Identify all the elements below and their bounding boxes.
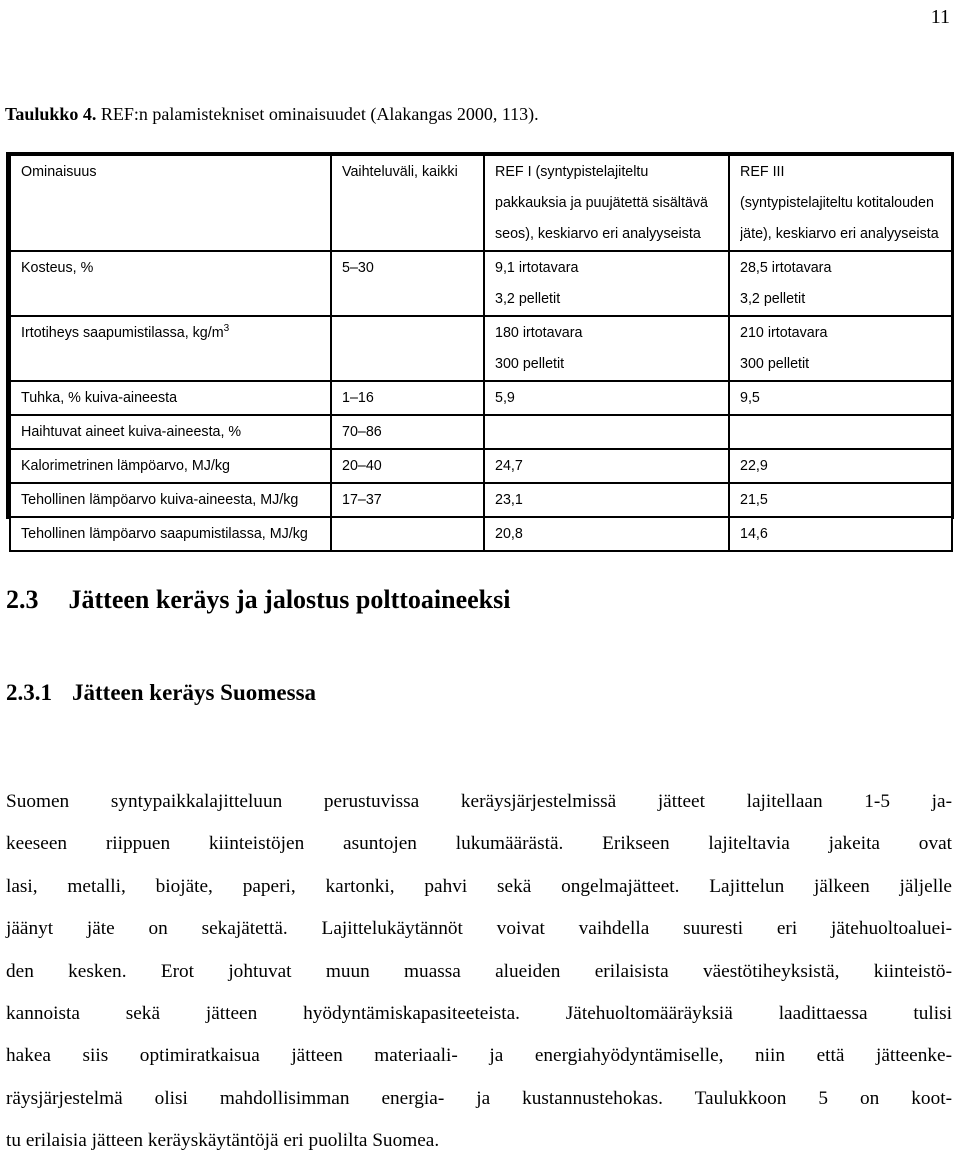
paragraph-line: lasi, metalli, biojäte, paperi, kartonki, pahvi sekä ongelmajätteet. Lajittelun jälkeen jäljelle	[6, 875, 952, 897]
cell-property	[10, 415, 331, 449]
cell-ref1	[484, 251, 729, 316]
header-cell-property-text: Ominaisuus	[21, 164, 97, 180]
cell-property-text: Tehollinen lämpöarvo kuiva-aineesta, MJ/kg	[21, 492, 299, 508]
header-cell-ref3-text: jäte), keskiarvo eri analyyseista	[740, 226, 939, 242]
cell-ref3	[729, 483, 952, 517]
cell-range	[331, 415, 484, 449]
cell-ref1-line	[495, 253, 728, 284]
cell-ref3-line	[740, 485, 951, 516]
cell-range-text: 1–16	[342, 390, 374, 406]
cell-property-text: Irtotiheys saapumistilassa, kg/m	[21, 325, 224, 341]
cell-property-line	[21, 318, 330, 349]
header-cell-ref1	[484, 155, 729, 251]
header-cell-ref3	[729, 155, 952, 251]
cell-property-line	[21, 383, 330, 414]
header-cell-ref3-text: REF III	[740, 164, 785, 180]
cell-ref1	[484, 316, 729, 381]
cell-ref1	[484, 449, 729, 483]
cell-ref1	[484, 415, 729, 449]
cell-property	[10, 251, 331, 316]
cell-ref3	[729, 381, 952, 415]
header-cell-ref1-line	[495, 188, 728, 219]
cell-ref1-text: 23,1	[495, 492, 523, 508]
table-caption	[5, 104, 539, 125]
cell-property-text: Kalorimetrinen lämpöarvo, MJ/kg	[21, 458, 230, 474]
header-cell-ref1-text: pakkauksia ja puujätettä sisältävä	[495, 195, 708, 211]
header-cell-property-line	[21, 157, 330, 188]
cell-range-line	[342, 519, 483, 550]
cell-property-line	[21, 417, 330, 448]
paragraph-line: räysjärjestelmä olisi mahdollisimman energia- ja kustannustehokas. Taulukkoon 5 on koot-	[6, 1087, 952, 1109]
paragraph-line: Suomen syntypaikkalajitteluun perustuvissa keräysjärjestelmissä jätteet lajitellaan 1-5 ja-	[6, 791, 952, 812]
cell-property	[10, 381, 331, 415]
cell-property	[10, 316, 331, 381]
cell-range-line	[342, 253, 483, 284]
cell-range	[331, 381, 484, 415]
cell-ref1-text: 180 irtotavara	[495, 325, 583, 341]
header-cell-ref3-line	[740, 219, 951, 250]
cell-ref3-line	[740, 349, 951, 380]
cell-property	[10, 483, 331, 517]
cell-ref3-text: 210 irtotavara	[740, 325, 828, 341]
cell-ref3	[729, 517, 952, 551]
cell-ref1-line	[495, 383, 728, 414]
section-title: Jätteen keräys ja jalostus polttoaineeksi	[68, 585, 511, 614]
cell-ref1-line	[495, 519, 728, 550]
cell-ref1-line	[495, 417, 728, 448]
header-cell-range	[331, 155, 484, 251]
cell-ref1-line	[495, 284, 728, 315]
cell-range-line	[342, 417, 483, 448]
paragraph-line: kannoista sekä jätteen hyödyntämiskapasiteeteista. Jätehuoltomääräyksiä laadittaessa tulisi	[6, 1002, 952, 1024]
table-caption-text: REF:n palamistekniset ominaisuudet (Alakangas 2000, 113).	[100, 104, 539, 124]
cell-property-text: Tehollinen lämpöarvo saapumistilassa, MJ/kg	[21, 526, 308, 542]
unit-superscript: 3	[223, 323, 230, 335]
section-number: 2.3	[6, 585, 39, 614]
paragraph-line: hakea siis optimiratkaisua jätteen materiaali- ja energiahyödyntämiselle, niin että jätteenke-	[6, 1045, 952, 1067]
cell-ref3-line	[740, 383, 951, 414]
cell-ref3-text: 14,6	[740, 526, 768, 542]
cell-ref3-line	[740, 519, 951, 550]
table-row	[10, 449, 952, 483]
cell-range-line	[342, 485, 483, 516]
header-cell-range-line	[342, 157, 483, 188]
subsection-heading	[6, 680, 316, 706]
header-cell-range-text: Vaihteluväli, kaikki	[342, 164, 458, 180]
cell-range	[331, 449, 484, 483]
cell-ref3	[729, 415, 952, 449]
cell-ref3-line	[740, 253, 951, 284]
cell-property-line	[21, 519, 330, 550]
table-row	[10, 415, 952, 449]
table-row	[10, 517, 952, 551]
cell-ref3-line	[740, 318, 951, 349]
header-cell-ref3-line	[740, 157, 951, 188]
cell-ref3-line	[740, 284, 951, 315]
cell-ref3-text: 3,2 pelletit	[740, 291, 806, 307]
cell-range-line	[342, 383, 483, 414]
header-cell-property	[10, 155, 331, 251]
table-caption-label: Taulukko 4.	[5, 104, 97, 124]
cell-ref1	[484, 483, 729, 517]
cell-ref3-line	[740, 417, 951, 448]
cell-ref1-text: 3,2 pelletit	[495, 291, 561, 307]
table-header-row	[10, 155, 952, 251]
cell-property-text: Tuhka, % kuiva-aineesta	[21, 390, 178, 406]
cell-property	[10, 449, 331, 483]
cell-ref1-line	[495, 349, 728, 380]
subsection-title: Jätteen keräys Suomessa	[72, 680, 317, 705]
page-number: 11	[930, 6, 950, 28]
cell-range-text: 20–40	[342, 458, 382, 474]
cell-ref1-text: 300 pelletit	[495, 356, 565, 372]
cell-ref1-line	[495, 451, 728, 482]
cell-ref1-line	[495, 485, 728, 516]
cell-range	[331, 483, 484, 517]
cell-ref1	[484, 381, 729, 415]
cell-ref3-line	[740, 451, 951, 482]
paragraph-line: tu erilaisia jätteen keräyskäytäntöjä eri puolilta Suomea.	[6, 1130, 440, 1152]
properties-table-frame	[6, 152, 954, 542]
paragraph-line: jäänyt jäte on sekajätettä. Lajittelukäytännöt voivat vaihdella suuresti eri jätehuoltoaluei-	[6, 918, 952, 940]
header-cell-ref3-text: (syntypistelajiteltu kotitalouden	[740, 195, 934, 211]
cell-range-text: 70–86	[342, 424, 382, 440]
cell-ref1-text: 24,7	[495, 458, 523, 474]
cell-range	[331, 316, 484, 381]
cell-range	[331, 251, 484, 316]
cell-property-line	[21, 451, 330, 482]
header-cell-ref1-text: REF I (syntypistelajiteltu	[495, 164, 649, 180]
table-row	[10, 381, 952, 415]
cell-ref3	[729, 316, 952, 381]
header-cell-ref1-text: seos), keskiarvo eri analyyseista	[495, 226, 701, 242]
paragraph-line: den kesken. Erot johtuvat muun muassa alueiden erilaisista väestötiheyksistä, kiinteistö-	[6, 960, 952, 982]
cell-property-text: Haihtuvat aineet kuiva-aineesta, %	[21, 424, 242, 440]
cell-ref3	[729, 251, 952, 316]
cell-range-line	[342, 318, 483, 349]
cell-ref3-text: 9,5	[740, 390, 760, 406]
cell-range	[331, 517, 484, 551]
cell-range-line	[342, 451, 483, 482]
header-cell-ref3-line	[740, 188, 951, 219]
section-heading	[6, 585, 510, 615]
cell-range-text: 5–30	[342, 260, 374, 276]
cell-property-line	[21, 253, 330, 284]
cell-ref1-line	[495, 318, 728, 349]
body-paragraph	[6, 781, 952, 1163]
cell-property-text: Kosteus, %	[21, 260, 94, 276]
cell-ref1-text: 5,9	[495, 390, 515, 406]
cell-ref3-text: 28,5 irtotavara	[740, 260, 832, 276]
header-cell-ref1-line	[495, 219, 728, 250]
table-row	[10, 483, 952, 517]
cell-property-line	[21, 485, 330, 516]
cell-ref1-text: 20,8	[495, 526, 523, 542]
properties-table	[9, 154, 953, 552]
header-cell-ref1-line	[495, 157, 728, 188]
cell-ref3-text: 300 pelletit	[740, 356, 810, 372]
table-row	[10, 316, 952, 381]
cell-range-text: 17–37	[342, 492, 382, 508]
cell-ref1-text: 9,1 irtotavara	[495, 260, 579, 276]
cell-property	[10, 517, 331, 551]
table-row	[10, 251, 952, 316]
cell-ref3-text: 22,9	[740, 458, 768, 474]
paragraph-line: keeseen riippuen kiinteistöjen asuntojen lukumäärästä. Erikseen lajiteltavia jakeita ovat	[6, 833, 952, 855]
subsection-number: 2.3.1	[6, 680, 52, 705]
cell-ref3-text: 21,5	[740, 492, 768, 508]
cell-ref1	[484, 517, 729, 551]
cell-ref3	[729, 449, 952, 483]
